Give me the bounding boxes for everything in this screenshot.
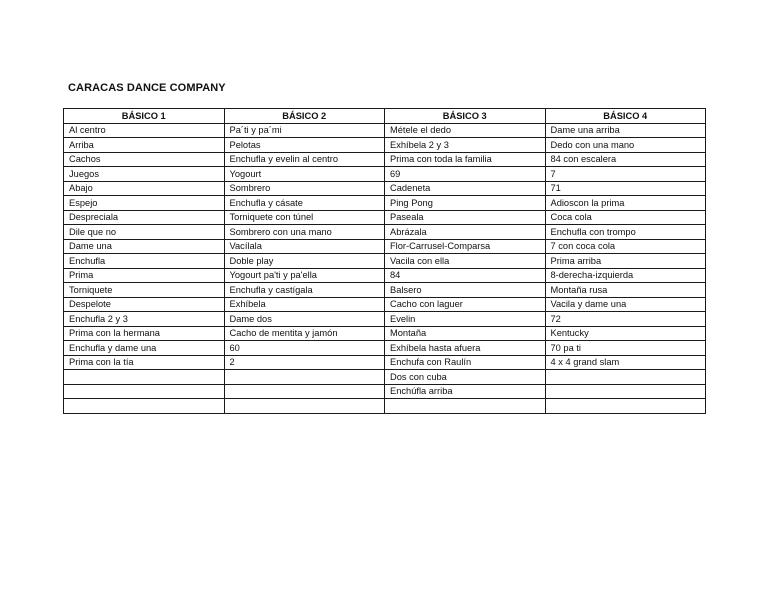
table-header-row (64, 109, 706, 124)
table-cell: 4 x 4 grand slam (545, 355, 706, 370)
table-cell (224, 384, 385, 399)
table-row (64, 138, 706, 153)
table-cell: Pelotas (224, 138, 385, 153)
table-cell: Prima con toda la familia (385, 152, 546, 167)
table-cell: Exhíbela 2 y 3 (385, 138, 546, 153)
table-cell: 70 pa ti (545, 341, 706, 356)
table-cell: 60 (224, 341, 385, 356)
table-cell: Prima (64, 268, 225, 283)
table-row (64, 181, 706, 196)
table-cell: Cacho con laguer (385, 297, 546, 312)
table-cell: 69 (385, 167, 546, 182)
table-row (64, 399, 706, 414)
table-row (64, 384, 706, 399)
table-cell: Balsero (385, 283, 546, 298)
table-cell: Montaña (385, 326, 546, 341)
table-row (64, 297, 706, 312)
table-cell: 84 con escalera (545, 152, 706, 167)
table-cell: Enchufla y evelin al centro (224, 152, 385, 167)
moves-table (63, 108, 706, 414)
table-cell: Adioscon la prima (545, 196, 706, 211)
table-cell (545, 370, 706, 385)
table-cell (224, 370, 385, 385)
table-cell: Juegos (64, 167, 225, 182)
table-cell: 71 (545, 181, 706, 196)
table-cell: Vacílala (224, 239, 385, 254)
table-row (64, 254, 706, 269)
table-cell: Arriba (64, 138, 225, 153)
table-cell: Vacila con ella (385, 254, 546, 269)
table-cell: Métele el dedo (385, 123, 546, 138)
column-header-basico-1: BÁSICO 1 (64, 109, 225, 124)
table-cell (64, 370, 225, 385)
column-header-basico-3: BÁSICO 3 (385, 109, 546, 124)
table-row (64, 225, 706, 240)
table-cell: Dame dos (224, 312, 385, 327)
table-cell: Enchufla con trompo (545, 225, 706, 240)
table-cell: Enchufa con Raulín (385, 355, 546, 370)
table-cell: Torniquete (64, 283, 225, 298)
table-row (64, 283, 706, 298)
table-cell: Enchufla y castígala (224, 283, 385, 298)
table-cell: Kentucky (545, 326, 706, 341)
table-row (64, 370, 706, 385)
table-cell: Al centro (64, 123, 225, 138)
table-cell: Vacila y dame una (545, 297, 706, 312)
table-row (64, 355, 706, 370)
table-cell: Abrázala (385, 225, 546, 240)
table-cell (64, 399, 225, 414)
table-row (64, 312, 706, 327)
table-cell: Prima arriba (545, 254, 706, 269)
table-cell: Enchufla y cásate (224, 196, 385, 211)
table-cell: Paseala (385, 210, 546, 225)
table-cell: 72 (545, 312, 706, 327)
table-cell: Pa´ti y pa´mi (224, 123, 385, 138)
table-cell: Flor-Carrusel-Comparsa (385, 239, 546, 254)
table-cell: Enchúfla arriba (385, 384, 546, 399)
table-cell: Enchufla y dame una (64, 341, 225, 356)
table-cell: Coca cola (545, 210, 706, 225)
table-cell: Montaña rusa (545, 283, 706, 298)
table-body (64, 123, 706, 413)
table-row (64, 123, 706, 138)
table-cell: 7 (545, 167, 706, 182)
page-title: CARACAS DANCE COMPANY (68, 82, 226, 94)
table-cell: Dos con cuba (385, 370, 546, 385)
table-cell: Evelin (385, 312, 546, 327)
table-cell (545, 384, 706, 399)
table-row (64, 268, 706, 283)
column-header-basico-4: BÁSICO 4 (545, 109, 706, 124)
table-row (64, 167, 706, 182)
table-cell (545, 399, 706, 414)
table-cell: Cacho de mentita y jamón (224, 326, 385, 341)
table-cell: Exhíbela (224, 297, 385, 312)
table-cell: Despelote (64, 297, 225, 312)
table-cell: Torniquete con túnel (224, 210, 385, 225)
table-row (64, 152, 706, 167)
table-cell: 84 (385, 268, 546, 283)
table-cell: 8-derecha-izquierda (545, 268, 706, 283)
table-cell (385, 399, 546, 414)
table-row (64, 239, 706, 254)
table-row (64, 326, 706, 341)
table-cell: Yogourt (224, 167, 385, 182)
table-cell (64, 384, 225, 399)
table-cell: Exhíbela hasta afuera (385, 341, 546, 356)
table-cell: Enchufla 2 y 3 (64, 312, 225, 327)
table-cell: Espejo (64, 196, 225, 211)
table-cell: Sombrero con una mano (224, 225, 385, 240)
table-cell: Abajo (64, 181, 225, 196)
table-row (64, 196, 706, 211)
table-cell: Enchufla (64, 254, 225, 269)
table-cell: Cadeneta (385, 181, 546, 196)
table-row (64, 341, 706, 356)
table-cell: Ping Pong (385, 196, 546, 211)
table-cell: Dedo con una mano (545, 138, 706, 153)
table-cell: Sombrero (224, 181, 385, 196)
table-cell: Doble play (224, 254, 385, 269)
table-cell: Cachos (64, 152, 225, 167)
table-cell: 2 (224, 355, 385, 370)
table-cell: Prima con la hermana (64, 326, 225, 341)
table-row (64, 210, 706, 225)
table-cell: Dile que no (64, 225, 225, 240)
table-cell: Dame una (64, 239, 225, 254)
table-cell: Prima con la tía (64, 355, 225, 370)
table-cell: Despreciala (64, 210, 225, 225)
table-cell (224, 399, 385, 414)
table-cell: 7 con coca cola (545, 239, 706, 254)
column-header-basico-2: BÁSICO 2 (224, 109, 385, 124)
table-cell: Dame una arriba (545, 123, 706, 138)
table-cell: Yogourt pa'ti y pa'ella (224, 268, 385, 283)
